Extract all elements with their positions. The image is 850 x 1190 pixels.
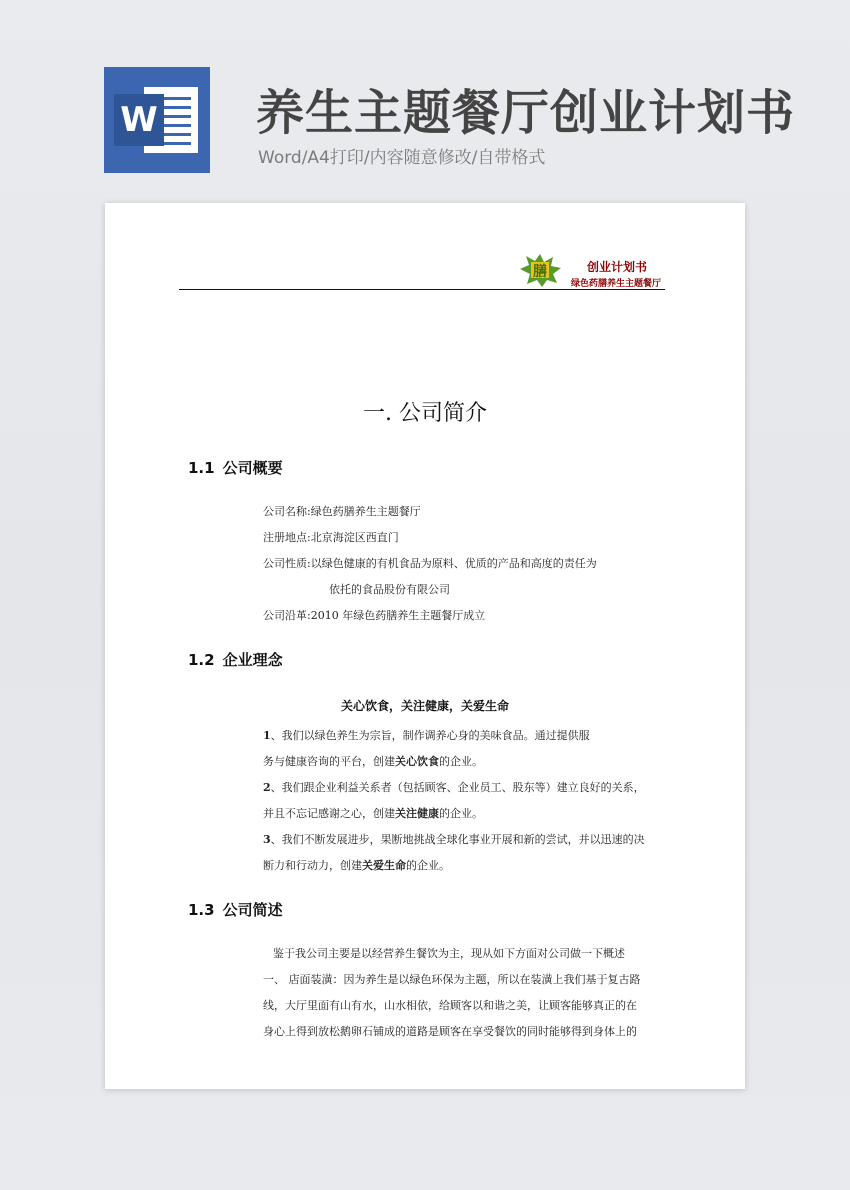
- field-company-name: [263, 503, 421, 519]
- philosophy-paragraph-3-line-1: 3、我们不断发展进步，果断地挑战全球化事业开展和新的尝试，并以迅速的决: [263, 833, 645, 846]
- field-label: 注册地点:: [263, 531, 311, 544]
- section-title: 企业理念: [222, 651, 283, 669]
- field-company-nature: [263, 555, 597, 571]
- section-heading-1-2: [188, 649, 283, 670]
- section-title: 公司概要: [222, 459, 283, 477]
- section-heading-1-3: [188, 899, 283, 920]
- overview-line-4: 身心上得到放松鹅卵石铺成的道路是顾客在享受餐饮的同时能够得到身体上的: [263, 1025, 637, 1038]
- field-label: 公司名称:: [263, 505, 311, 518]
- field-value: 2010 年绿色药膳养生主题餐厅成立: [310, 609, 486, 622]
- chapter-title: 一. 公司简介: [363, 401, 487, 426]
- field-company-nature-continuation: 依托的食品股份有限公司: [329, 583, 450, 596]
- overview-line-3: 线，大厅里面有山有水，山水相依，给顾客以和谐之美，让顾客能够真正的在: [263, 999, 637, 1012]
- page-title: 养生主题餐厅创业计划书: [256, 85, 796, 141]
- philosophy-paragraph-1-line-1: 1、我们以绿色养生为宗旨，制作调养心身的美味食品。通过提供服: [263, 729, 590, 742]
- philosophy-paragraph-2-line-2: 并且不忘记感谢之心，创建关注健康的企业。: [263, 807, 483, 820]
- field-registered-address: [263, 529, 399, 545]
- overview-line-2: 一、 店面装潢：因为养生是以绿色环保为主题，所以在装潢上我们基于复古路: [263, 973, 641, 986]
- field-value: 绿色药膳养生主题餐厅: [310, 505, 421, 518]
- header-rule: [179, 289, 665, 290]
- field-label: 公司性质:: [263, 557, 311, 570]
- header-logo-char: 膳: [533, 264, 547, 280]
- page-subtitle: Word/A4打印/内容随意修改/自带格式: [258, 148, 546, 168]
- section-number: 1.3: [188, 901, 215, 919]
- word-letter: W: [114, 94, 164, 146]
- section-number: 1.2: [188, 651, 215, 669]
- section-heading-1-1: [188, 457, 283, 478]
- field-label: 公司沿革:: [263, 609, 311, 622]
- field-value: 以绿色健康的有机食品为原料、优质的产品和高度的责任为: [310, 557, 597, 570]
- overview-line-1: 鉴于我公司主要是以经营养生餐饮为主，现从如下方面对公司做一下概述: [273, 947, 625, 960]
- yaoshan-star-logo-icon: [518, 253, 562, 287]
- section-title: 公司简述: [222, 901, 283, 919]
- company-motto: 关心饮食，关注健康，关爱生命: [340, 699, 509, 713]
- field-value: 北京海淀区西直门: [310, 531, 399, 544]
- field-company-history: [263, 607, 485, 623]
- philosophy-paragraph-3-line-2: 断力和行动力，创建关爱生命的企业。: [263, 859, 450, 872]
- philosophy-paragraph-2-line-1: 2、我们跟企业利益关系者（包括顾客、企业员工、股东等）建立良好的关系，: [263, 781, 645, 794]
- word-icon: [104, 67, 210, 173]
- section-number: 1.1: [188, 459, 215, 477]
- philosophy-paragraph-1-line-2: 务与健康咨询的平台，创建关心饮食的企业。: [263, 755, 483, 768]
- document-page: [105, 203, 745, 1089]
- header-subtitle: 绿色药膳养生主题餐厅: [570, 279, 661, 289]
- header-title: 创业计划书: [586, 260, 647, 274]
